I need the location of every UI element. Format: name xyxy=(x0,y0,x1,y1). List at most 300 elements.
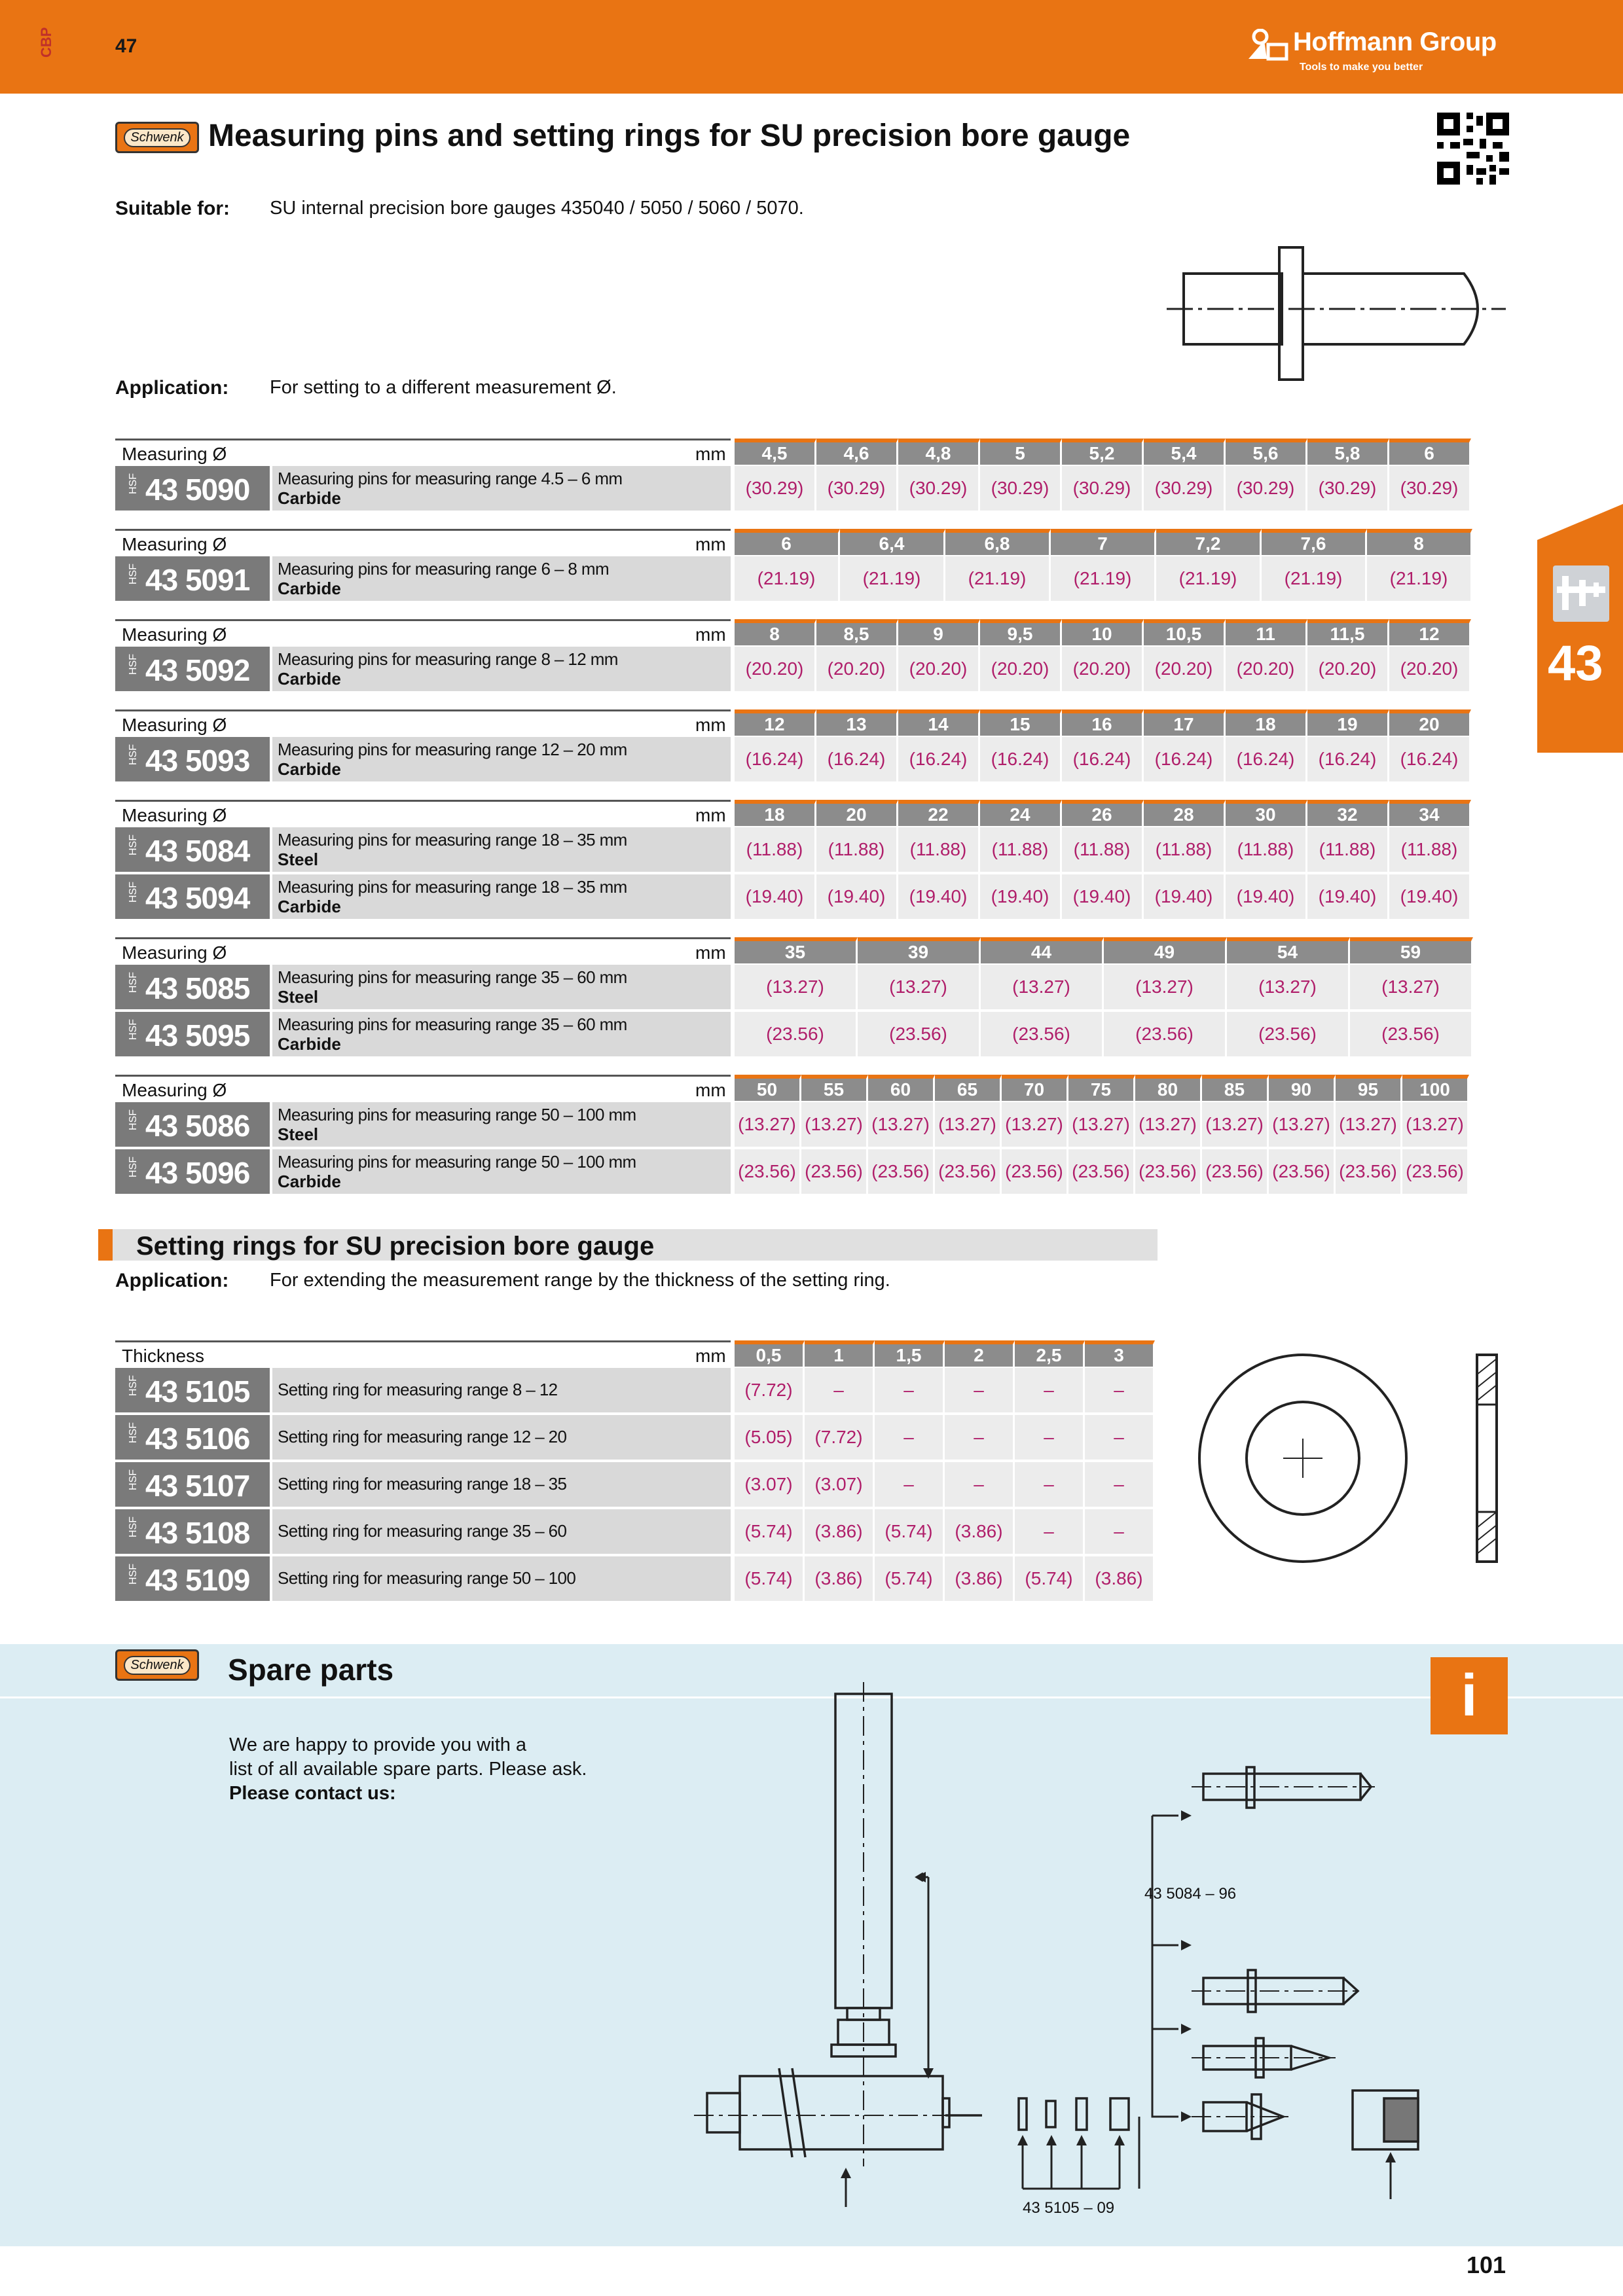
price-cell: (21.19) xyxy=(735,556,840,601)
header-label: Measuring Ø xyxy=(122,534,227,554)
price-cell: (13.27) xyxy=(1402,1102,1469,1147)
column-header: 6,4 xyxy=(840,529,945,555)
price-cell: (3.86) xyxy=(805,1509,875,1554)
unit-label: mm xyxy=(695,942,726,963)
unit-label: mm xyxy=(695,805,726,825)
price-cell: (20.20) xyxy=(1226,647,1307,691)
rings-application-text: For extending the measurement range by the thickness of the setting ring. xyxy=(270,1270,890,1291)
description-line: Measuring pins for measuring range 6 – 8 mm xyxy=(278,559,610,579)
price-cell: (13.27) xyxy=(981,965,1104,1009)
column-header: 5,8 xyxy=(1307,439,1389,465)
price-row xyxy=(735,556,1472,601)
column-header: 6 xyxy=(1389,439,1471,465)
material-label: Carbide xyxy=(278,897,341,916)
price-cell: (5.74) xyxy=(875,1556,945,1601)
price-cell: – xyxy=(875,1368,945,1412)
price-cell: (23.56) xyxy=(1402,1149,1469,1194)
article-number-cell[interactable] xyxy=(115,1509,270,1554)
price-cell: (11.88) xyxy=(735,827,816,872)
price-cell: (11.88) xyxy=(898,827,980,872)
price-cell: (19.40) xyxy=(898,874,980,919)
description-line: Measuring pins for measuring range 50 – 100 mm xyxy=(278,1152,636,1172)
price-cell: (5.74) xyxy=(875,1509,945,1554)
description-line: Setting ring for measuring range 50 – 100 xyxy=(278,1568,576,1588)
column-header: 4,8 xyxy=(898,439,980,465)
price-cell: (13.27) xyxy=(1135,1102,1202,1147)
table-row[interactable] xyxy=(115,647,731,694)
table-row[interactable] xyxy=(115,1415,731,1462)
price-cell: (30.29) xyxy=(898,466,980,511)
article-prefix: HSF xyxy=(128,1469,139,1490)
column-header: 11 xyxy=(1226,619,1307,645)
price-cell: (3.86) xyxy=(1085,1556,1155,1601)
column-header: 95 xyxy=(1336,1075,1402,1101)
rings-table-block xyxy=(115,1340,1163,1597)
value-header-row xyxy=(735,937,1473,963)
material-label: Steel xyxy=(278,850,319,869)
article-number: 43 5105 xyxy=(145,1374,250,1408)
price-cell: (11.88) xyxy=(980,827,1062,872)
article-description xyxy=(272,1149,731,1194)
value-header-row xyxy=(735,1075,1469,1101)
price-cell: (23.56) xyxy=(1202,1149,1269,1194)
table-row[interactable] xyxy=(115,1012,731,1059)
article-prefix: HSF xyxy=(128,564,139,584)
article-number: 43 5091 xyxy=(145,563,250,597)
price-cell: (20.20) xyxy=(980,647,1062,691)
article-number: 43 5085 xyxy=(145,971,250,1005)
article-prefix: HSF xyxy=(128,882,139,903)
article-prefix: HSF xyxy=(128,972,139,993)
article-prefix: HSF xyxy=(128,1375,139,1396)
article-number-cell[interactable] xyxy=(115,1415,270,1460)
column-header: 6 xyxy=(735,529,840,555)
column-header: 26 xyxy=(1062,800,1144,826)
column-header: 7,2 xyxy=(1156,529,1262,555)
price-cell: (30.29) xyxy=(1307,466,1389,511)
suitable-text: SU internal precision bore gauges 435040 / 5050 / 5060 / 5070. xyxy=(270,198,804,219)
article-number-cell[interactable] xyxy=(115,1012,270,1056)
table-row[interactable] xyxy=(115,1462,731,1509)
unit-label: mm xyxy=(695,715,726,735)
column-header: 49 xyxy=(1104,937,1227,963)
article-prefix: HSF xyxy=(128,744,139,765)
chapter-tab[interactable] xyxy=(1537,504,1623,753)
table-header xyxy=(115,800,731,826)
article-number-cell[interactable] xyxy=(115,1102,270,1147)
unit-label: mm xyxy=(695,1080,726,1100)
logo-mark-icon xyxy=(1247,29,1290,62)
pins-callout: 43 5084 – 96 xyxy=(1144,1885,1237,1903)
price-cell: (11.88) xyxy=(1389,827,1471,872)
article-number: 43 5096 xyxy=(145,1156,250,1190)
price-row xyxy=(735,1415,1155,1460)
price-cell: (16.24) xyxy=(1307,737,1389,781)
price-cell: (13.27) xyxy=(1227,965,1350,1009)
table-row[interactable] xyxy=(115,1149,731,1196)
column-header: 17 xyxy=(1144,709,1226,736)
brand-tagline: Tools to make you better xyxy=(1300,62,1423,73)
price-row xyxy=(735,466,1471,511)
material-label: Carbide xyxy=(278,488,341,508)
column-header: 19 xyxy=(1307,709,1389,736)
price-cell: (20.20) xyxy=(1307,647,1389,691)
article-number: 43 5095 xyxy=(145,1018,250,1052)
rings-application-label: Application: xyxy=(115,1270,229,1291)
header-label: Measuring Ø xyxy=(122,805,227,825)
price-cell: (16.24) xyxy=(898,737,980,781)
column-header: 55 xyxy=(801,1075,868,1101)
price-cell: (23.56) xyxy=(981,1012,1104,1056)
price-cell: (13.27) xyxy=(1202,1102,1269,1147)
price-row xyxy=(735,1102,1469,1147)
price-cell: (16.24) xyxy=(1389,737,1471,781)
brand-name: Hoffmann Group xyxy=(1293,27,1497,56)
price-cell: (30.29) xyxy=(816,466,898,511)
article-description xyxy=(272,827,731,872)
price-cell: – xyxy=(945,1368,1015,1412)
price-cell: (5.74) xyxy=(735,1556,805,1601)
price-cell: (19.40) xyxy=(1226,874,1307,919)
price-cell: (13.27) xyxy=(1002,1102,1068,1147)
price-cell: (19.40) xyxy=(980,874,1062,919)
material-label: Carbide xyxy=(278,669,341,689)
qr-code-icon[interactable] xyxy=(1437,113,1509,185)
price-cell: (20.20) xyxy=(735,647,816,691)
price-row xyxy=(735,874,1471,919)
article-number: 43 5090 xyxy=(145,473,250,507)
column-header: 44 xyxy=(981,937,1104,963)
price-cell: (21.19) xyxy=(1051,556,1156,601)
price-cell: (5.05) xyxy=(735,1415,805,1460)
table-row[interactable] xyxy=(115,1556,731,1604)
description-line: Measuring pins for measuring range 35 – 60 mm xyxy=(278,967,627,987)
price-cell: (3.07) xyxy=(805,1462,875,1507)
price-cell: (19.40) xyxy=(816,874,898,919)
price-row xyxy=(735,1556,1155,1601)
article-number-cell[interactable] xyxy=(115,647,270,691)
spare-parts-text xyxy=(229,1733,587,1806)
caliper-icon xyxy=(1553,565,1609,622)
price-cell: (13.27) xyxy=(1104,965,1227,1009)
price-cell: (21.19) xyxy=(1156,556,1262,601)
description-line: Measuring pins for measuring range 18 – 35 mm xyxy=(278,877,627,897)
price-cell: – xyxy=(1085,1368,1155,1412)
table-header xyxy=(115,1075,731,1101)
column-header: 20 xyxy=(816,800,898,826)
price-row xyxy=(735,647,1471,691)
article-description xyxy=(272,1556,731,1601)
column-header: 5,4 xyxy=(1144,439,1226,465)
column-header: 18 xyxy=(735,800,816,826)
price-row xyxy=(735,737,1471,781)
price-cell: (13.27) xyxy=(1350,965,1473,1009)
column-header: 100 xyxy=(1402,1075,1469,1101)
price-cell: – xyxy=(945,1462,1015,1507)
article-number-cell[interactable] xyxy=(115,827,270,872)
column-header: 85 xyxy=(1202,1075,1269,1101)
price-cell: (13.27) xyxy=(735,965,858,1009)
page-title: Measuring pins and setting rings for SU precision bore gauge xyxy=(208,118,1131,153)
description-line: Measuring pins for measuring range 8 – 12 mm xyxy=(278,649,618,669)
column-header: 9,5 xyxy=(980,619,1062,645)
price-cell: (20.20) xyxy=(1062,647,1144,691)
spare-parts-title: Spare parts xyxy=(228,1653,394,1687)
description-line: Measuring pins for measuring range 4.5 – 6 mm xyxy=(278,469,623,488)
price-cell: (11.88) xyxy=(1144,827,1226,872)
price-cell: (20.20) xyxy=(816,647,898,691)
column-header: 24 xyxy=(980,800,1062,826)
price-cell: – xyxy=(1085,1462,1155,1507)
article-number: 43 5093 xyxy=(145,744,250,778)
table-row[interactable] xyxy=(115,1102,731,1149)
article-number: 43 5086 xyxy=(145,1109,250,1143)
column-header: 18 xyxy=(1226,709,1307,736)
article-number-cell[interactable] xyxy=(115,1556,270,1601)
price-cell: (19.40) xyxy=(1307,874,1389,919)
price-cell: (5.74) xyxy=(735,1509,805,1554)
side-code: CBP xyxy=(38,27,54,58)
price-row xyxy=(735,1509,1155,1554)
table-header xyxy=(115,937,731,963)
article-description xyxy=(272,1012,731,1056)
price-cell: (13.27) xyxy=(801,1102,868,1147)
pin-table xyxy=(115,937,1507,1054)
table-header xyxy=(115,619,731,645)
article-number-cell[interactable] xyxy=(115,1149,270,1194)
price-cell: (7.72) xyxy=(805,1415,875,1460)
article-description xyxy=(272,874,731,919)
price-cell: (19.40) xyxy=(1389,874,1471,919)
article-number-cell[interactable] xyxy=(115,874,270,919)
price-cell: (19.40) xyxy=(1144,874,1226,919)
table-row[interactable] xyxy=(115,827,731,874)
article-number-cell[interactable] xyxy=(115,965,270,1009)
spare-line-2: list of all available spare parts. Please ask. xyxy=(229,1759,587,1780)
price-cell: – xyxy=(875,1415,945,1460)
price-cell: (16.24) xyxy=(1062,737,1144,781)
price-cell: (7.72) xyxy=(735,1368,805,1412)
price-cell: (30.29) xyxy=(1144,466,1226,511)
schwenk-badge-spare xyxy=(115,1649,199,1681)
unit-label: mm xyxy=(695,534,726,554)
material-label: Carbide xyxy=(278,1172,341,1191)
price-row xyxy=(735,827,1471,872)
article-number-cell[interactable] xyxy=(115,556,270,601)
price-cell: (19.40) xyxy=(1062,874,1144,919)
column-header: 22 xyxy=(898,800,980,826)
price-cell: (21.19) xyxy=(1367,556,1472,601)
column-header: 1,5 xyxy=(875,1340,945,1367)
header-label: Measuring Ø xyxy=(122,444,227,464)
description-line: Measuring pins for measuring range 35 – 60 mm xyxy=(278,1014,627,1034)
price-cell: (13.27) xyxy=(1336,1102,1402,1147)
price-cell: – xyxy=(1085,1509,1155,1554)
column-header: 9 xyxy=(898,619,980,645)
column-header: 75 xyxy=(1068,1075,1135,1101)
column-header: 10 xyxy=(1062,619,1144,645)
description-line: Setting ring for measuring range 8 – 12 xyxy=(278,1380,558,1399)
table-header xyxy=(115,1340,731,1367)
price-cell: (20.20) xyxy=(898,647,980,691)
article-number-cell[interactable] xyxy=(115,1462,270,1507)
price-cell: (23.56) xyxy=(1002,1149,1068,1194)
price-cell: (30.29) xyxy=(1226,466,1307,511)
column-header: 15 xyxy=(980,709,1062,736)
article-number: 43 5109 xyxy=(145,1563,250,1597)
price-cell: – xyxy=(1015,1368,1085,1412)
article-prefix: HSF xyxy=(128,1422,139,1443)
price-cell: – xyxy=(1015,1509,1085,1554)
price-cell: (23.56) xyxy=(1350,1012,1473,1056)
article-prefix: HSF xyxy=(128,1564,139,1585)
description-line: Setting ring for measuring range 18 – 35 xyxy=(278,1474,567,1494)
price-cell: (23.56) xyxy=(735,1012,858,1056)
pin-table xyxy=(115,439,1507,508)
column-header: 60 xyxy=(868,1075,935,1101)
application-label: Application: xyxy=(115,377,229,399)
column-header: 5 xyxy=(980,439,1062,465)
price-cell: (21.19) xyxy=(945,556,1051,601)
column-header: 16 xyxy=(1062,709,1144,736)
page-number: 101 xyxy=(1467,2251,1506,2278)
rings-section-title: Setting rings for SU precision bore gauge xyxy=(136,1232,655,1261)
column-header: 80 xyxy=(1135,1075,1202,1101)
table-row[interactable] xyxy=(115,874,731,922)
price-cell: (30.29) xyxy=(735,466,816,511)
article-number-cell[interactable] xyxy=(115,737,270,781)
info-icon[interactable]: i xyxy=(1431,1657,1508,1734)
column-header: 2,5 xyxy=(1015,1340,1085,1367)
price-cell: (23.56) xyxy=(1336,1149,1402,1194)
price-cell: (5.74) xyxy=(1015,1556,1085,1601)
material-label: Carbide xyxy=(278,1034,341,1054)
article-description xyxy=(272,1368,731,1412)
rings-callout: 43 5105 – 09 xyxy=(1023,2199,1115,2217)
article-description xyxy=(272,1509,731,1554)
column-header: 35 xyxy=(735,937,858,963)
material-label: Carbide xyxy=(278,759,341,779)
price-cell: (23.56) xyxy=(1104,1012,1227,1056)
column-header: 0,5 xyxy=(735,1340,805,1367)
material-label: Steel xyxy=(278,987,319,1007)
rings-section-bar xyxy=(98,1229,1158,1261)
column-header: 11,5 xyxy=(1307,619,1389,645)
column-header: 3 xyxy=(1085,1340,1155,1367)
column-header: 4,6 xyxy=(816,439,898,465)
article-prefix: HSF xyxy=(128,834,139,855)
description-line: Setting ring for measuring range 12 – 20 xyxy=(278,1427,567,1446)
article-description xyxy=(272,466,731,511)
price-cell: – xyxy=(805,1368,875,1412)
section-number: 47 xyxy=(115,35,137,57)
price-cell: (16.24) xyxy=(980,737,1062,781)
table-row[interactable] xyxy=(115,737,731,784)
column-header: 39 xyxy=(858,937,981,963)
price-row xyxy=(735,965,1473,1009)
description-line: Setting ring for measuring range 35 – 60 xyxy=(278,1521,567,1541)
column-header: 65 xyxy=(935,1075,1002,1101)
price-cell: (21.19) xyxy=(1262,556,1367,601)
column-header: 6,8 xyxy=(945,529,1051,555)
price-cell: (21.19) xyxy=(840,556,945,601)
price-cell: (30.29) xyxy=(1062,466,1144,511)
article-number-cell[interactable] xyxy=(115,466,270,511)
article-number: 43 5107 xyxy=(145,1469,250,1503)
column-header: 13 xyxy=(816,709,898,736)
value-header-row xyxy=(735,709,1471,736)
article-description xyxy=(272,1415,731,1460)
article-description xyxy=(272,1102,731,1147)
table-row[interactable] xyxy=(115,965,731,1012)
description-line: Measuring pins for measuring range 50 – 100 mm xyxy=(278,1105,636,1124)
price-cell: (30.29) xyxy=(1389,466,1471,511)
value-header-row xyxy=(735,800,1471,826)
unit-label: mm xyxy=(695,444,726,464)
column-header: 7 xyxy=(1051,529,1156,555)
price-cell: (20.20) xyxy=(1144,647,1226,691)
price-cell: (16.24) xyxy=(816,737,898,781)
price-cell: (16.24) xyxy=(735,737,816,781)
column-header: 8 xyxy=(1367,529,1472,555)
article-prefix: HSF xyxy=(128,1109,139,1130)
table-row[interactable] xyxy=(115,1509,731,1556)
price-cell: (16.24) xyxy=(1144,737,1226,781)
column-header: 54 xyxy=(1227,937,1350,963)
price-cell: (13.27) xyxy=(735,1102,801,1147)
table-row[interactable] xyxy=(115,466,731,513)
value-header-row xyxy=(735,1340,1155,1367)
spare-contact[interactable]: Please contact us: xyxy=(229,1783,396,1804)
pin-table xyxy=(115,619,1507,689)
column-header: 70 xyxy=(1002,1075,1068,1101)
price-cell: – xyxy=(875,1462,945,1507)
article-prefix: HSF xyxy=(128,1516,139,1537)
pin-table xyxy=(115,709,1507,779)
article-number-cell[interactable] xyxy=(115,1368,270,1412)
column-header: 5,2 xyxy=(1062,439,1144,465)
column-header: 2 xyxy=(945,1340,1015,1367)
column-header: 90 xyxy=(1269,1075,1336,1101)
table-row[interactable] xyxy=(115,1368,731,1415)
column-header: 8,5 xyxy=(816,619,898,645)
table-header xyxy=(115,439,731,465)
price-cell: (23.56) xyxy=(801,1149,868,1194)
application-text: For setting to a different measurement Ø. xyxy=(270,377,617,398)
table-header xyxy=(115,529,731,555)
table-header xyxy=(115,709,731,736)
price-cell: (23.56) xyxy=(1135,1149,1202,1194)
column-header: 8 xyxy=(735,619,816,645)
pin-table xyxy=(115,1075,1507,1191)
column-header: 50 xyxy=(735,1075,801,1101)
price-cell: (23.56) xyxy=(1068,1149,1135,1194)
hoffmann-logo[interactable] xyxy=(1247,27,1509,80)
price-row xyxy=(735,1368,1155,1412)
column-header: 28 xyxy=(1144,800,1226,826)
badge-text: Schwenk xyxy=(124,128,190,147)
table-row[interactable] xyxy=(115,556,731,603)
price-cell: (3.07) xyxy=(735,1462,805,1507)
article-description xyxy=(272,1462,731,1507)
price-cell: (13.27) xyxy=(935,1102,1002,1147)
column-header: 12 xyxy=(735,709,816,736)
price-row xyxy=(735,1462,1155,1507)
column-header: 59 xyxy=(1350,937,1473,963)
header-label: Measuring Ø xyxy=(122,715,227,735)
header-label: Measuring Ø xyxy=(122,942,227,963)
article-number: 43 5106 xyxy=(145,1422,250,1456)
